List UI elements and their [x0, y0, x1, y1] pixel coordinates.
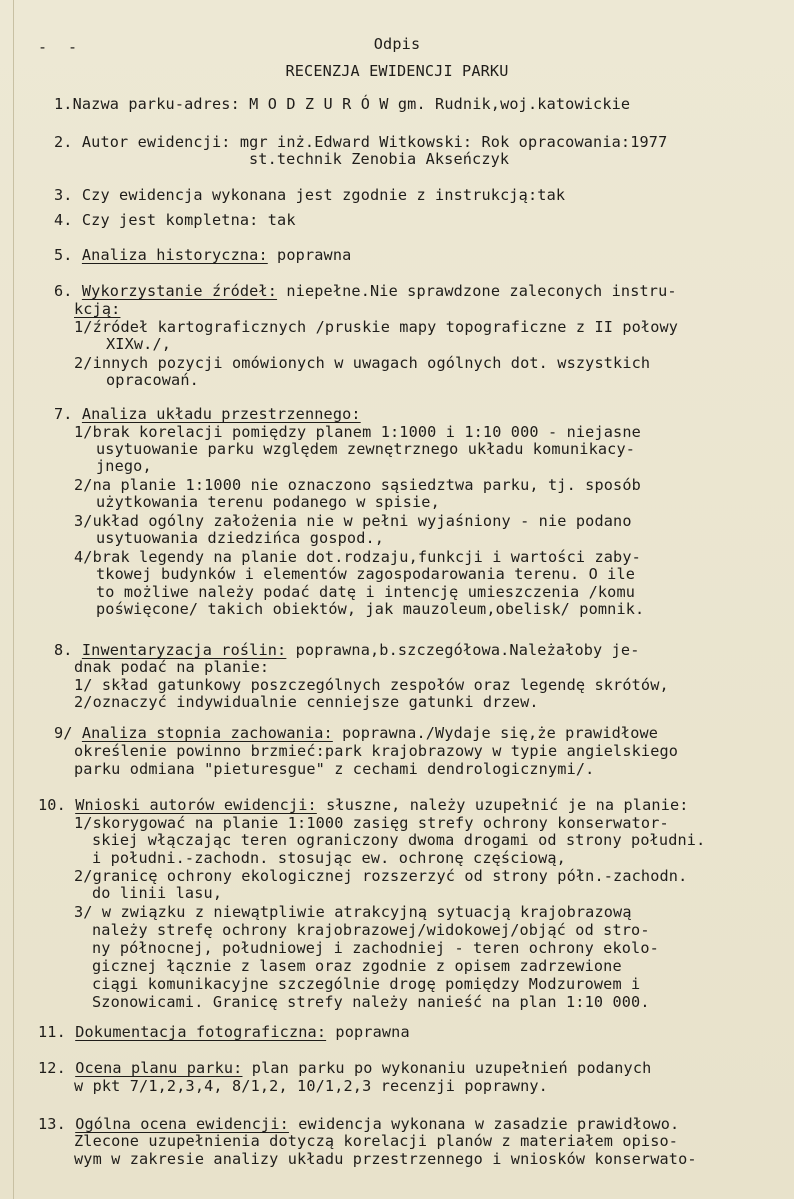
section-heading: Wykorzystanie źródeł: [81, 282, 278, 300]
text-line [74, 301, 120, 317]
section-heading: Analiza układu przestrzennego: [81, 405, 361, 423]
text-line: opracowań. [106, 371, 199, 389]
text-line: 8. Inwentaryzacja roślin: poprawna,b.szczegółowa.Należałoby je- [54, 641, 640, 659]
text-line: i południ.-zachodn. stosując ew. ochronę częściową, [92, 849, 566, 867]
text-line: Szonowicami. Granicę strefy należy nanieść na plan 1:10 000. [92, 993, 650, 1011]
text-line: określenie powinno brzmieć:park krajobrazowy w typie angielskiego [74, 742, 679, 760]
text-line: do linii lasu, [92, 884, 223, 902]
text-line: należy strefę ochrony krajobrazowej/widokowej/objąć od stro- [92, 921, 650, 939]
margin-line [13, 0, 14, 1199]
text-line: 4. Czy jest kompletna: tak [54, 211, 296, 229]
text-line: użytkowania terenu podanego w spisie, [96, 493, 440, 511]
text-line: 1/skorygować na planie 1:1000 zasięg strefy ochrony konserwator- [74, 814, 669, 832]
text-line: gicznej łącznie z lasem oraz zgodnie z opisem zadrzewione [92, 957, 622, 975]
text-line: jnego, [96, 457, 152, 475]
text-line: 6. Wykorzystanie źródeł: niepełne.Nie sprawdzone zaleconych instru- [54, 282, 677, 300]
text-line: 2/granicę ochrony ekologicznej rozszerzyć od strony półn.-zachodn. [74, 867, 688, 885]
text-line: 1/ skład gatunkowy poszczególnych zespołów oraz legendę skrótów, [74, 676, 669, 694]
text-line: XIXw./, [106, 335, 172, 353]
text-line: 4/brak legendy na planie dot.rodzaju,funkcji i wartości zaby- [74, 548, 641, 566]
text-line: ciągi komunikacyjne szczególnie drogę pomiędzy Modzurowem i [92, 975, 641, 993]
text-line: parku odmiana "pieturesgue" z cechami dendrologicznymi/. [74, 760, 595, 778]
text-line: tkowej budynków i elementów zagospodarowania terenu. O ile [96, 565, 636, 583]
text-line: poświęcone/ takich obiektów, jak mauzoleum,obelisk/ pomnik. [96, 600, 645, 618]
section-heading: kcją: [74, 300, 121, 318]
text-line: ny północnej, południowej i zachodniej - teren ochrony ekolo- [92, 939, 659, 957]
text-line: 13. Ogólna ocena ewidencji: ewidencja wykonana w zasadzie prawidłowo. [38, 1115, 680, 1133]
text-line: 1/brak korelacji pomiędzy planem 1:1000 i 1:10 000 - niejasne [74, 423, 641, 441]
text-line: 11. Dokumentacja fotograficzna: poprawna [38, 1023, 410, 1041]
section-heading: Wnioski autorów ewidencji: [75, 796, 317, 814]
text-line: 9/ Analiza stopnia zachowania: poprawna./Wydaje się,że prawidłowe [54, 724, 659, 742]
text-line: 3/ w związku z niewątpliwie atrakcyjną sytuacją krajobrazową [74, 903, 632, 921]
text-line: st.technik Zenobia Akseńczyk [249, 150, 510, 168]
text-line: 3/układ ogólny założenia nie w pełni wyjaśniony - nie podano [74, 512, 632, 530]
text-line: 3. Czy ewidencja wykonana jest zgodnie z instrukcją:tak [54, 186, 566, 204]
text-line: 2. Autor ewidencji: mgr inż.Edward Witkowski: Rok opracowania:1977 [54, 133, 668, 151]
header-label: Odpis [373, 35, 421, 53]
text-line: skiej włączając teren ograniczony dwoma drogami od strony południ. [92, 831, 706, 849]
header-mark: - - [38, 38, 84, 56]
text-line: usytuowanie parku względem zewnętrznego układu komunikacy- [96, 440, 636, 458]
section-heading: Ocena planu parku: [75, 1059, 243, 1077]
text-line: w pkt 7/1,2,3,4, 8/1,2, 10/1,2,3 recenzji poprawny. [74, 1077, 548, 1095]
text-line: Zlecone uzupełnienia dotyczą korelacji planów z materiałem opiso- [74, 1132, 679, 1150]
text-line: 2/na planie 1:1000 nie oznaczono sąsiedztwa parku, tj. sposób [74, 476, 641, 494]
text-line: 2/oznaczyć indywidualnie cenniejsze gatunki drzew. [74, 693, 539, 711]
text-line: 10. Wnioski autorów ewidencji: słuszne, należy uzupełnić je na planie: [38, 796, 689, 814]
text-line: wym w zakresie analizy układu przestrzennego i wniosków konserwato- [74, 1150, 697, 1168]
text-line: 2/innych pozycji omówionych w uwagach ogólnych dot. wszystkich [74, 354, 651, 372]
section-heading: Dokumentacja fotograficzna: [75, 1023, 327, 1041]
text-line: usytuowania dziedzińca gospod., [96, 529, 385, 547]
text-line: dnak podać na planie: [74, 658, 270, 676]
section-heading: Analiza stopnia zachowania: [81, 724, 333, 742]
text-line: to możliwe należy podać datę i intencję umieszczenia /komu [96, 583, 636, 601]
document-title: RECENZJA EWIDENCJI PARKU [285, 62, 509, 80]
text-line: 1/źródeł kartograficznych /pruskie mapy topograficzne z II połowy [74, 318, 679, 336]
text-line: 7. Analiza układu przestrzennego: [54, 405, 361, 423]
section-heading: Analiza historyczna: [81, 246, 268, 264]
section-heading: Inwentaryzacja roślin: [81, 641, 287, 659]
text-line: 12. Ocena planu parku: plan parku po wykonaniu uzupełnień podanych [38, 1059, 652, 1077]
text-line: 1.Nazwa parku-adres: M O D Z U R Ó W gm. Rudnik,woj.katowickie [54, 95, 631, 113]
section-heading: Ogólna ocena ewidencji: [75, 1115, 289, 1133]
text-line: 5. Analiza historyczna: poprawna [54, 246, 352, 264]
